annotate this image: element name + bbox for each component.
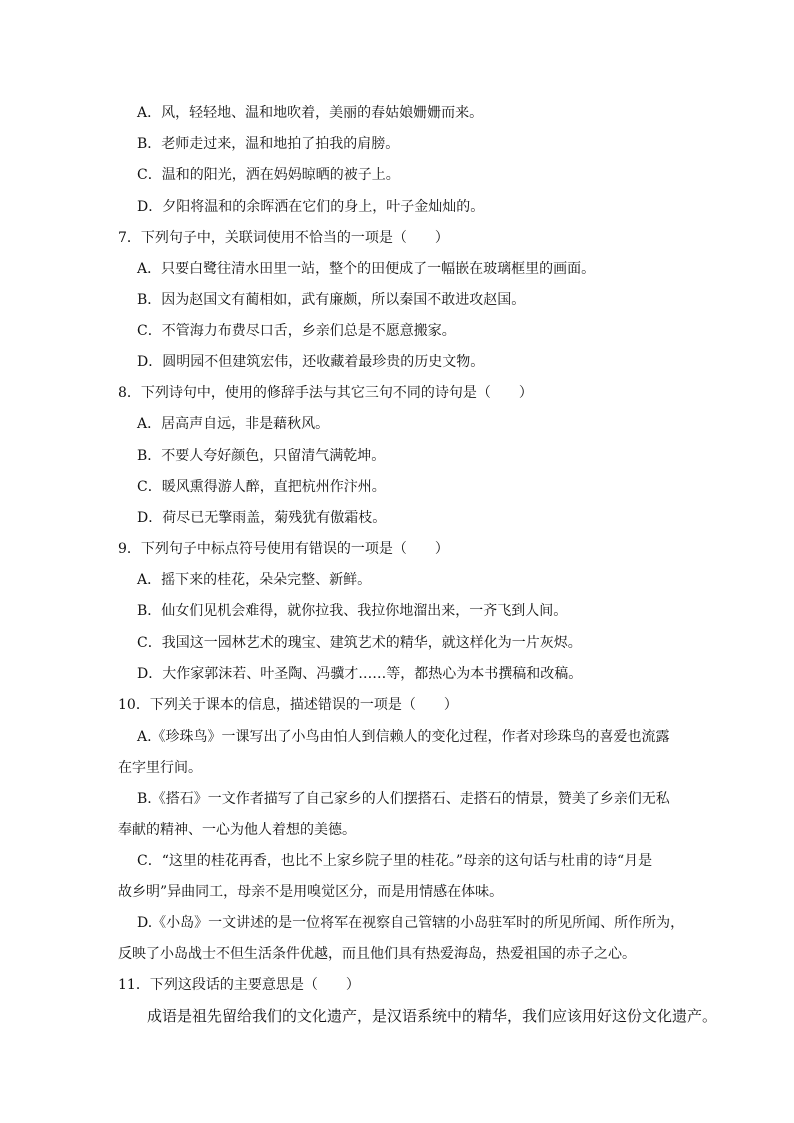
q8-option-a: A．居高声自远，非是藉秋风。 (137, 416, 330, 432)
q6-option-a: A．风，轻轻地、温和地吹着，美丽的春姑娘姗姗而来。 (137, 105, 484, 121)
q6-option-c: C．温和的阳光，洒在妈妈晾晒的被子上。 (137, 167, 400, 183)
q10-option-b-line1: B.《搭石》一文作者描写了自己家乡的人们摆搭石、走搭石的情景，赞美了乡亲们无私 (137, 791, 670, 807)
q9-option-a: A．摇下来的桂花，朵朵完整、新鲜。 (137, 572, 372, 588)
q10-option-d-line2: 反映了小岛战士不但生活条件优越，而且他们具有热爱海岛，热爱祖国的赤子之心。 (118, 946, 636, 962)
q6-option-d: D．夕阳将温和的余晖洒在它们的身上，叶子金灿灿的。 (137, 199, 485, 215)
q10-option-c-line1: C．“这里的桂花再香，也比不上家乡院子里的桂花。”母亲的这句话与杜甫的诗“月是 (137, 853, 653, 869)
q7-option-c: C．不管海力布费尽口舌，乡亲们总是不愿意搬家。 (137, 323, 456, 339)
q8-option-c: C．暖风熏得游人醉，直把杭州作汴州。 (137, 479, 386, 495)
q9-option-b: B．仙女们见机会难得，就你拉我、我拉你地溜出来，一齐飞到人间。 (137, 603, 568, 619)
q10-option-c-line2: 故乡明”异曲同工，母亲不是用嗅觉区分，而是用情感在体味。 (118, 884, 504, 900)
q11-passage: 成语是祖先留给我们的文化遗产，是汉语系统中的精华，我们应该用好这份文化遗产。 (147, 1007, 718, 1025)
q10-option-b-line2: 奉献的精神、一心为他人着想的美德。 (118, 822, 356, 838)
q9-option-d: D．大作家郭沫若、叶圣陶、冯骥才……等，都热心为本书撰稿和改稿。 (137, 666, 583, 682)
q8-stem: 8．下列诗句中，使用的修辞手法与其它三句不同的诗句是（ ） (118, 385, 533, 401)
q10-option-d-line1: D.《小岛》一文讲述的是一位将军在视察自己管辖的小岛驻军时的所见所闻、所作所为， (137, 915, 685, 931)
q7-option-d: D．圆明园不但建筑宏伟，还收藏着最珍贵的历史文物。 (137, 354, 485, 370)
q7-option-a: A．只要白鹭往清水田里一站，整个的田便成了一幅嵌在玻璃框里的画面。 (137, 261, 596, 277)
q10-stem: 10．下列关于课本的信息，描述错误的一项是（ ） (118, 697, 458, 713)
q10-option-a-line2: 在字里行间。 (118, 760, 202, 776)
q8-option-d: D．荷尽已无擎雨盖，菊残犹有傲霜枝。 (137, 510, 387, 526)
q10-option-a-line1: A.《珍珠鸟》一课写出了小鸟由怕人到信赖人的变化过程，作者对珍珠鸟的喜爱也流露 (137, 729, 670, 745)
q8-option-b: B．不要人夸好颜色，只留清气满乾坤。 (137, 448, 386, 464)
q11-stem: 11．下列这段话的主要意思是（ ） (118, 977, 360, 993)
q9-option-c: C．我国这一园林艺术的瑰宝、建筑艺术的精华，就这样化为一片灰烬。 (137, 635, 582, 651)
q9-stem: 9．下列句子中标点符号使用有错误的一项是（ ） (118, 541, 449, 557)
q7-stem: 7．下列句子中，关联词使用不恰当的一项是（ ） (118, 230, 449, 246)
q7-option-b: B．因为赵国文有蔺相如，武有廉颇，所以秦国不敢进攻赵国。 (137, 292, 526, 308)
q6-option-b: B．老师走过来，温和地拍了拍我的肩膀。 (137, 136, 400, 152)
